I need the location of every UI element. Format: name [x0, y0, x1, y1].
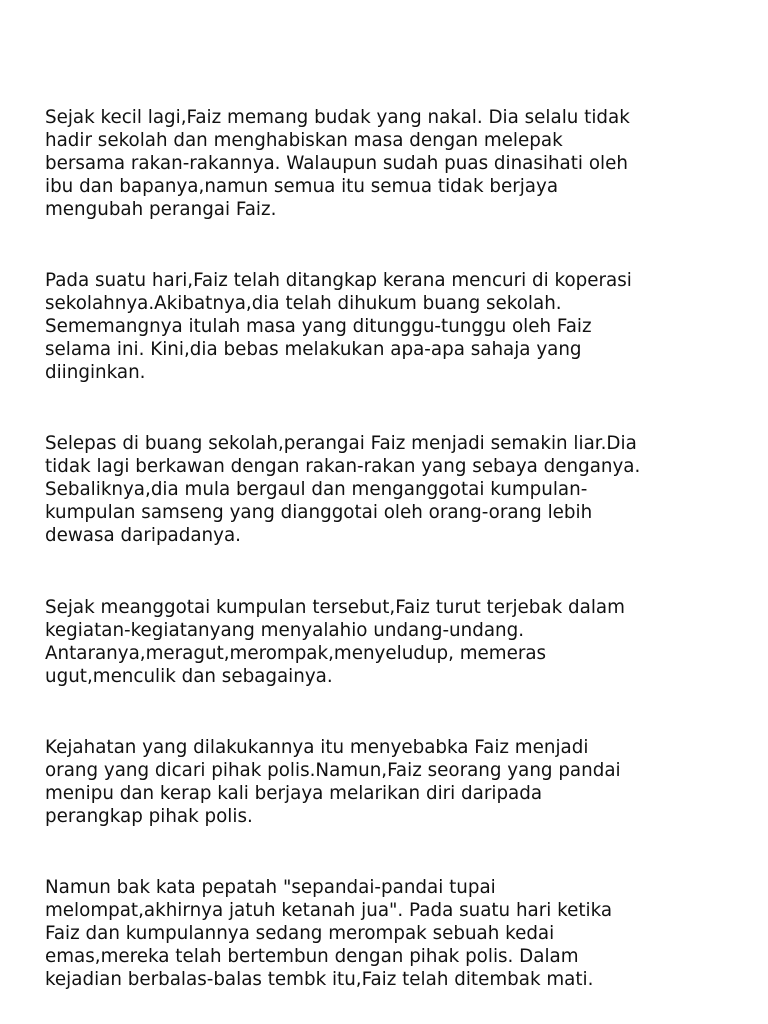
paragraph-3: Selepas di buang sekolah,perangai Faiz menjadi semakin liar.Dia tidak lagi berkawan dengan rakan-rakan yang sebaya denganya. Sebaliknya,dia mula bergaul dan menganggotai kumpulan- kumpulan samseng yang dianggotai oleh orang-orang lebih dewasa daripadanya.	[45, 433, 641, 546]
paragraph-1: Sejak kecil lagi,Faiz memang budak yang nakal. Dia selalu tidak hadir sekolah dan menghabiskan masa dengan melepak bersama rakan-rakannya. Walaupun sudah puas dinasihati oleh ibu dan bapanya,namun semua itu semua tidak berjaya mengubah perangai Faiz.	[45, 107, 630, 220]
paragraph-6: Namun bak kata pepatah "sepandai-pandai tupai melompat,akhirnya jatuh ketanah jua". Pada suatu hari ketika Faiz dan kumpulannya sedang merompak sebuah kedai emas,mereka telah bertembun dengan pihak polis. Dalam kejadian berbalas-balas tembk itu,Faiz telah ditembak mati.	[45, 877, 613, 990]
paragraph-4: Sejak meanggotai kumpulan tersebut,Faiz turut terjebak dalam kegiatan-kegiatanyang menyalahio undang-undang. Antaranya,meragut,merompak,menyeludup, memeras ugut,menculik dan sebagainya.	[45, 597, 625, 687]
paragraph-5: Kejahatan yang dilakukannya itu menyebabka Faiz menjadi orang yang dicari pihak polis.Namun,Faiz seorang yang pandai menipu dan kerap kali berjaya melarikan diri daripada perangkap pihak polis.	[45, 737, 621, 827]
paragraph-2: Pada suatu hari,Faiz telah ditangkap kerana mencuri di koperasi sekolahnya.Akibatnya,dia telah dihukum buang sekolah. Sememangnya itulah masa yang ditunggu-tunggu oleh Faiz selama ini. Kini,dia bebas melakukan apa-apa sahaja yang diinginkan.	[45, 270, 632, 383]
